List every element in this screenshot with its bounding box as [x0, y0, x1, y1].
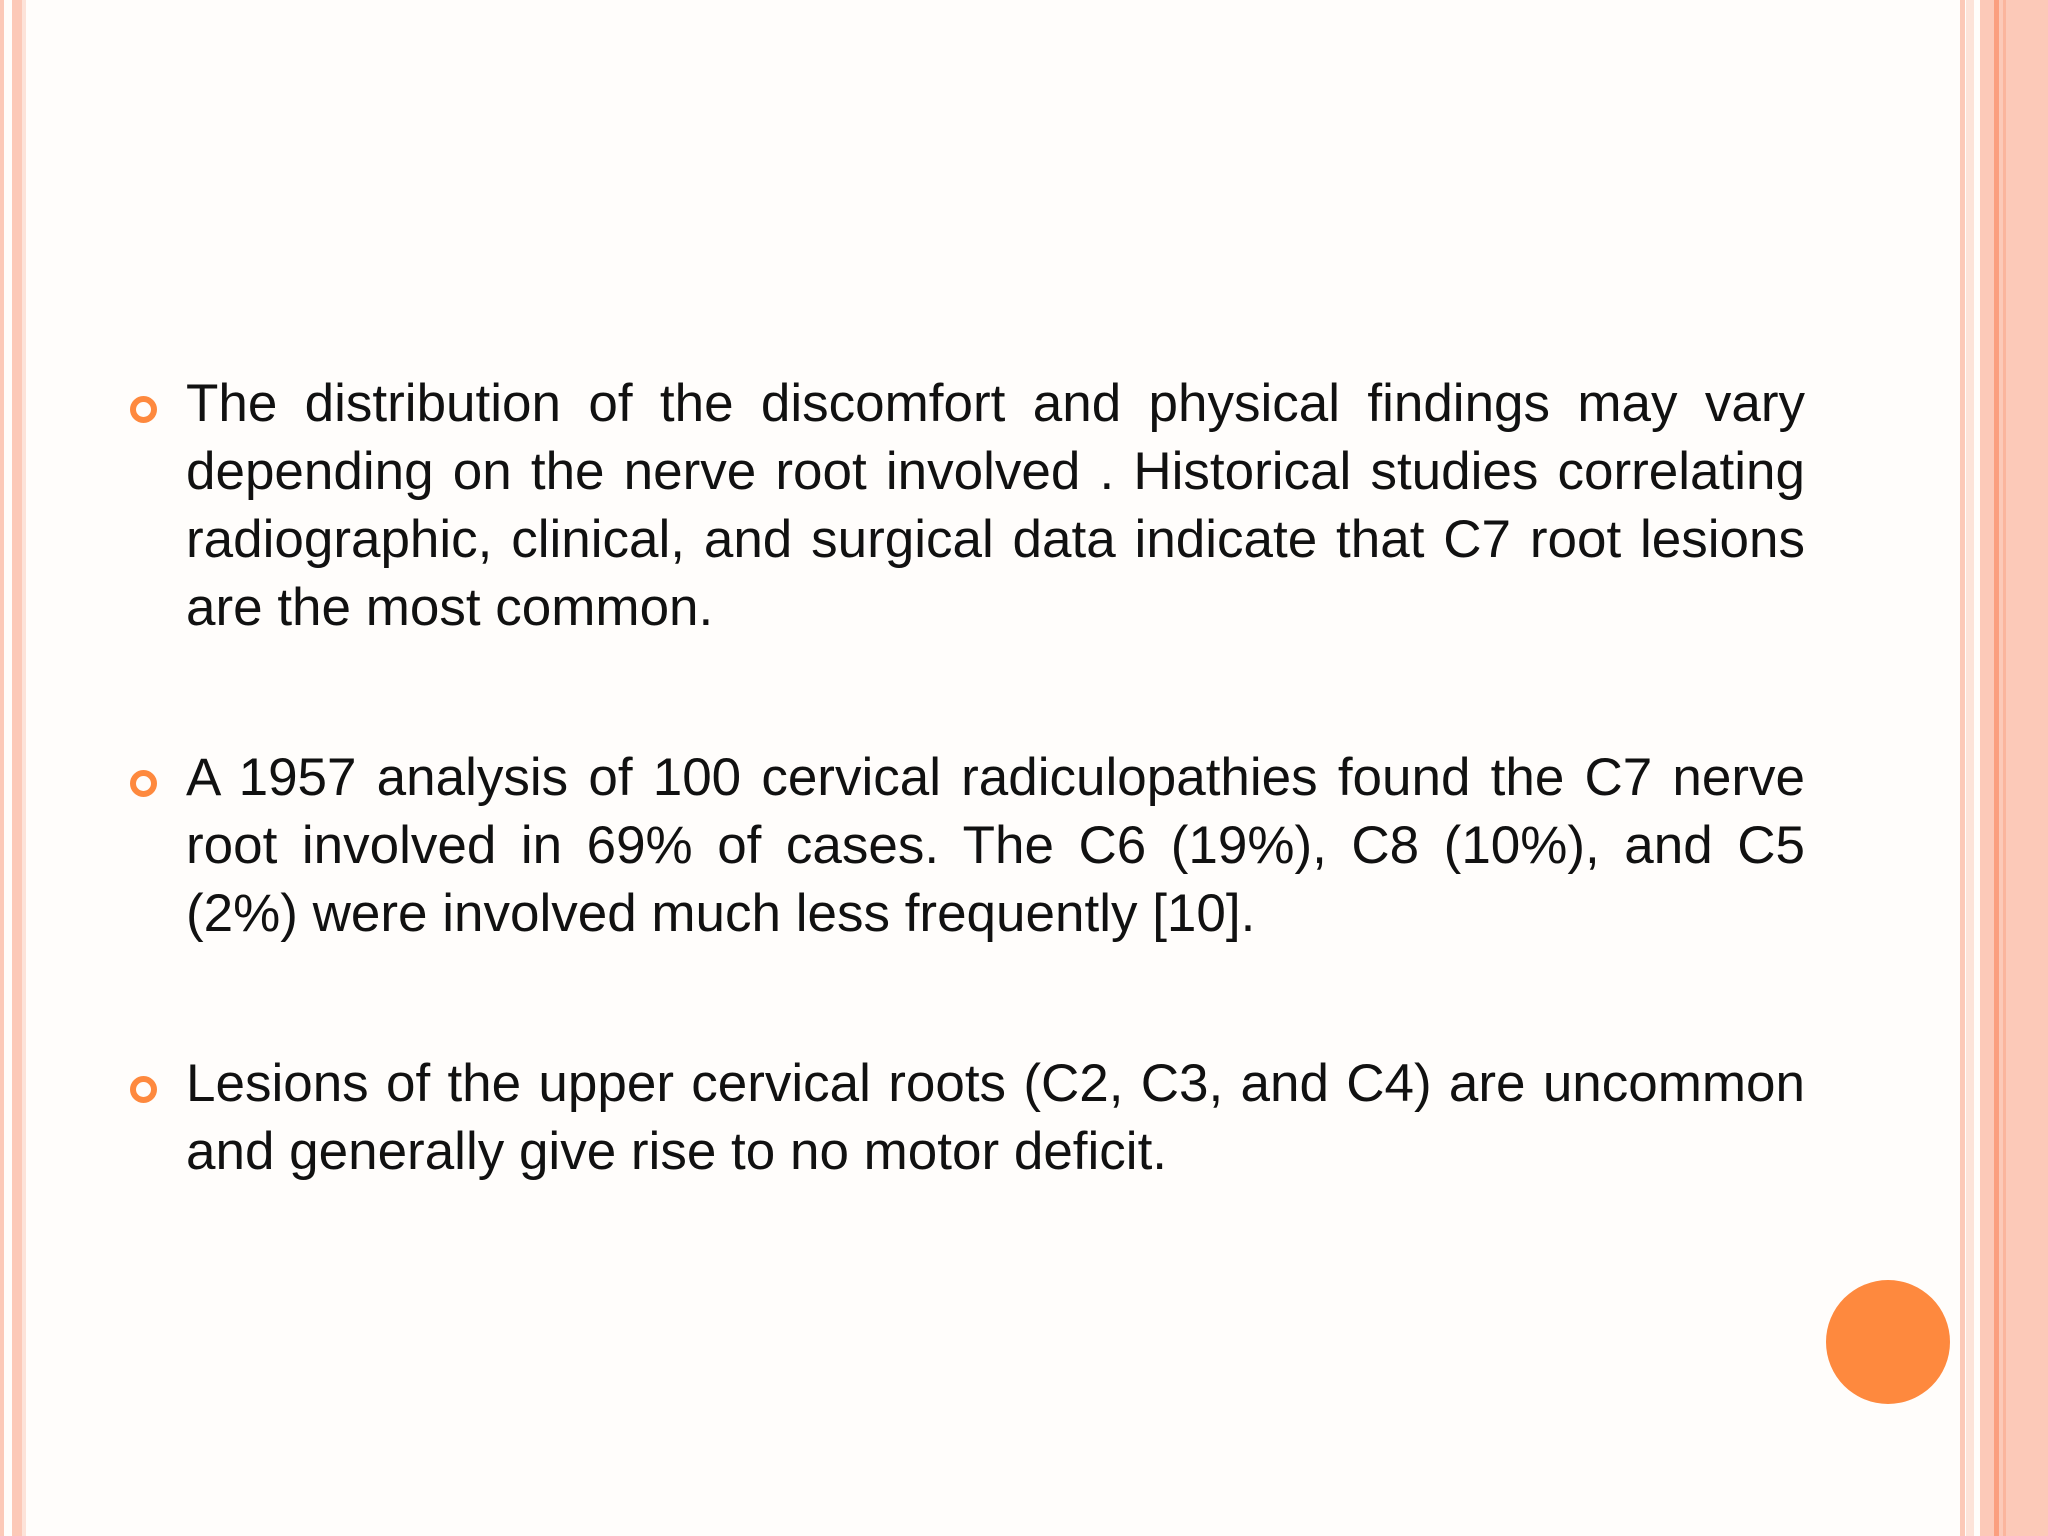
- right-border-stripe: [1980, 0, 2048, 1536]
- bullet-text: A 1957 analysis of 100 cervical radiculopathies found the C7 nerve root involved in 69% of cases. The C6 (19%), C8 (10%), and C5 (2%) were involved much less frequently [10].: [186, 748, 1805, 943]
- ring-bullet-icon: [130, 770, 157, 797]
- bullet-item: [130, 370, 1805, 642]
- bullet-text: The distribution of the discomfort and physical findings may vary depending on the nerve root involved . Historical studies correlating radiographic, clinical, and surgical data indicate that C7 root lesions are the most common.: [186, 374, 1805, 637]
- right-border-stripe: [1994, 0, 1999, 1536]
- slide-content: [130, 370, 1805, 1186]
- right-border-stripe: [1960, 0, 1965, 1536]
- ring-bullet-icon: [130, 1076, 157, 1103]
- ring-bullet-icon: [130, 396, 157, 423]
- right-border-stripe: [2003, 0, 2006, 1536]
- left-border-stripe: [0, 0, 4, 1536]
- left-border-stripe: [22, 0, 26, 1536]
- right-border-stripe: [1966, 0, 1974, 1536]
- decorative-orange-circle: [1826, 1280, 1950, 1404]
- bullet-item: [130, 744, 1805, 948]
- bullet-item: [130, 1050, 1805, 1186]
- left-border-stripe: [12, 0, 22, 1536]
- bullet-text: Lesions of the upper cervical roots (C2, C3, and C4) are uncommon and generally give rise to no motor deficit.: [186, 1054, 1805, 1181]
